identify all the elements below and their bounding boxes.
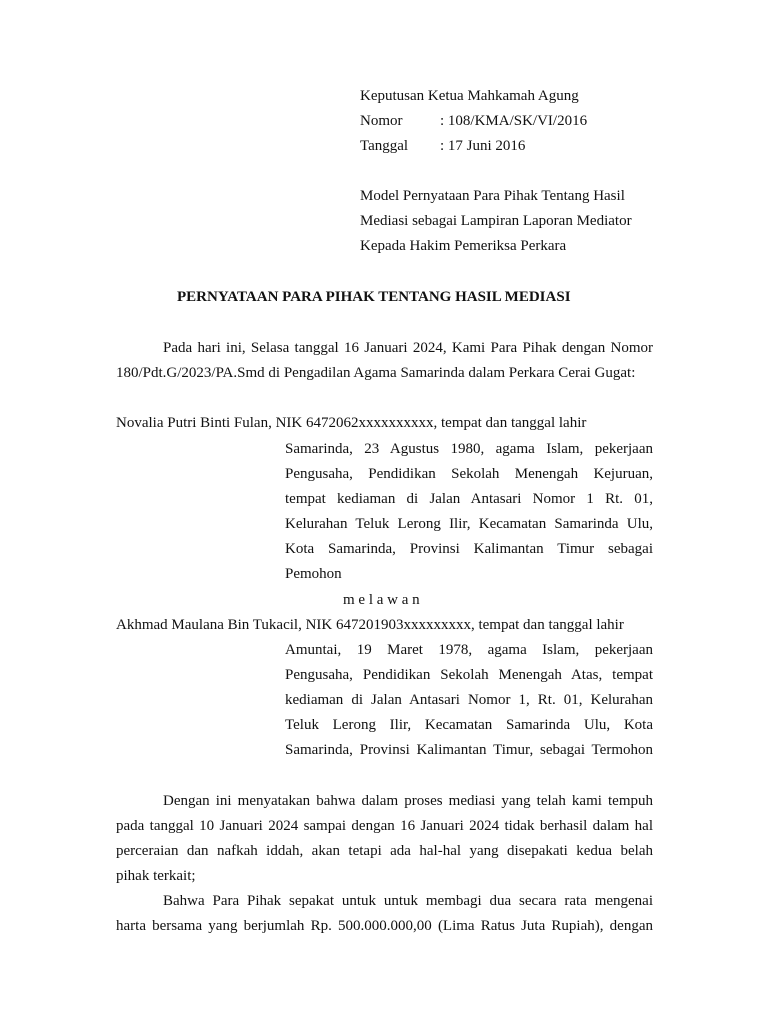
party2-line: kediaman di Jalan Antasari Nomor 1, Rt. 01, Kelurahan (285, 692, 653, 708)
party1-line: Samarinda, 23 Agustus 1980, agama Islam, pekerjaan (285, 441, 653, 457)
document-title: PERNYATAAN PARA PIHAK TENTANG HASIL MEDIASI (177, 289, 571, 305)
melawan-divider: m e l a w a n (343, 592, 420, 608)
party1-line: tempat kediaman di Jalan Antasari Nomor 1 Rt. 01, (285, 491, 653, 507)
model-line: Kepada Hakim Pemeriksa Perkara (360, 238, 567, 254)
party2-first-line: Akhmad Maulana Bin Tukacil, NIK 647201903xxxxxxxxx, tempat dan tanggal lahir (116, 617, 624, 633)
statement-line: Dengan ini menyatakan bahwa dalam proses mediasi yang telah kami tempuh (163, 793, 653, 809)
party1-line: Kelurahan Teluk Lerong Ilir, Kecamatan Samarinda Ulu, (285, 516, 653, 532)
tanggal-label: Tanggal (360, 138, 409, 154)
model-line: Mediasi sebagai Lampiran Laporan Mediator (360, 213, 632, 229)
party1-line: Pengusaha, Pendidikan Sekolah Menengah Kejuruan, (285, 466, 653, 482)
party2-line: Pengusaha, Pendidikan Sekolah Menengah Atas, tempat (285, 667, 653, 683)
intro-line: 180/Pdt.G/2023/PA.Smd di Pengadilan Agama Samarinda dalam Perkara Cerai Gugat: (116, 365, 636, 381)
statement-line: perceraian dan nafkah iddah, akan tetapi ada hal-hal yang disepakati kedua belah (116, 843, 653, 859)
party1-role: Pemohon (285, 566, 342, 582)
party2-line: Samarinda, Provinsi Kalimantan Timur, sebagai Termohon (285, 742, 653, 758)
party1-line: Kota Samarinda, Provinsi Kalimantan Timur sebagai (285, 541, 653, 557)
party2-line: Teluk Lerong Ilir, Kecamatan Samarinda Ulu, Kota (285, 717, 653, 733)
party2-line: Amuntai, 19 Maret 1978, agama Islam, pekerjaan (285, 642, 653, 658)
nomor-value: : 108/KMA/SK/VI/2016 (440, 113, 588, 129)
decree-title: Keputusan Ketua Mahkamah Agung (360, 88, 579, 104)
model-line: Model Pernyataan Para Pihak Tentang Hasil (360, 188, 625, 204)
agreement-line: Bahwa Para Pihak sepakat untuk untuk membagi dua secara rata mengenai (163, 893, 653, 909)
intro-line: Pada hari ini, Selasa tanggal 16 Januari 2024, Kami Para Pihak dengan Nomor (163, 340, 653, 356)
tanggal-value: : 17 Juni 2016 (440, 138, 526, 154)
statement-line: pada tanggal 10 Januari 2024 sampai dengan 16 Januari 2024 tidak berhasil dalam hal (116, 818, 653, 834)
party1-first-line: Novalia Putri Binti Fulan, NIK 6472062xxxxxxxxxx, tempat dan tanggal lahir (116, 415, 587, 431)
statement-line: pihak terkait; (116, 868, 196, 884)
nomor-label: Nomor (360, 113, 403, 129)
agreement-line: harta bersama yang berjumlah Rp. 500.000.000,00 (Lima Ratus Juta Rupiah), dengan (116, 918, 653, 934)
